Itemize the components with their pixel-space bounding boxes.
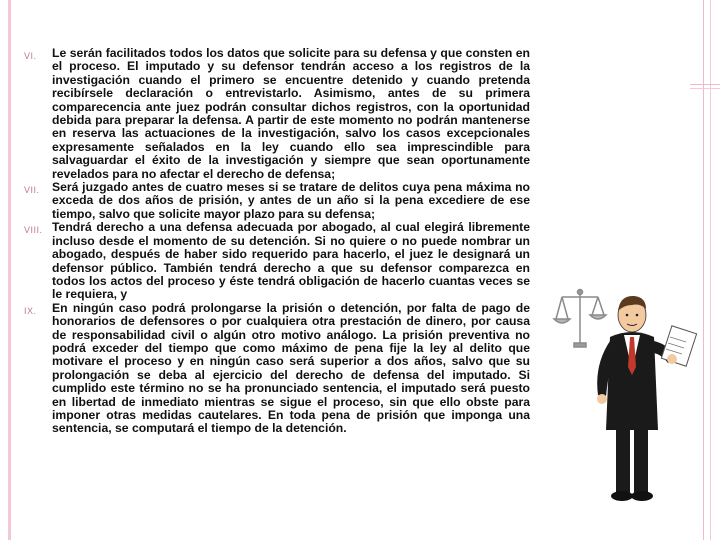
left-decorative-rule (8, 0, 11, 540)
item-text: En ningún caso podrá prolongarse la prisión o detención, por falta de pago de honorarios de defensores o por cualquiera otra prestación de dinero, por causa de responsabilidad civil o algún otro motivo análogo. La prisión preventiva no podrá exceder del tiempo que como máximo de pena fije la ley al delito que motivare el proceso y en ningún caso será superior a dos años, salvo que su prolongación se deba al ejercicio del derecho de defensa del imputado. Si cumplido este término no se ha pronunciado sentencia, el imputado será puesto en libertad de inmediato mientras se sigue el proceso, sin que ello obste para imponer otras medidas cautelares. En toda pena de prisión que imponga una sentencia, se computará el tiempo de la detención. (52, 300, 530, 436)
right-top-rule-2 (690, 88, 720, 89)
legal-text-list (24, 47, 530, 436)
item-text: Tendrá derecho a una defensa adecuada por abogado, al cual elegirá libremente incluso desde el momento de su detención. Si no quiere o no puede nombrar un abogado, después de haber sido requerido para hacerlo, el juez le designará un defensor público. También tendrá derecho a que su defensor comparezca en todos los actos del proceso y éste tendrá obligación de hacerlo cuantas veces se le requiera, y (52, 220, 530, 302)
item-number: VII. (24, 185, 40, 196)
lawyer-illustration (548, 275, 698, 505)
document-icon (661, 326, 696, 366)
item-number: VIII. (24, 225, 43, 236)
list-item (24, 221, 530, 301)
item-number: IX. (24, 305, 37, 316)
list-item (24, 302, 530, 436)
right-top-rule (690, 84, 720, 85)
item-text: Será juzgado antes de cuatro meses si se tratare de delitos cuya pena máxima no exceda de dos años de prisión, y antes de un año si la pena excediere de ese tiempo, salvo que solicite mayor plazo para su defensa; (52, 180, 530, 221)
item-text: Le serán facilitados todos los datos que solicite para su defensa y que consten en el proceso. El imputado y su defensor tendrán acceso a los registros de la investigación cuando el primero se encuentre detenido y cuando pretenda recibírsele declaración o entrevistarlo. Asimismo, antes de su primera comparecencia ante juez podrán consultar dichos registros, con la oportunidad debida para preparar la defensa. A partir de este momento no podrán mantenerse en reserva las actuaciones de la investigación, salvo los casos excepcionales expresamente señalados en la ley cuando ello sea imprescindible para salvaguardar el éxito de la investigación y siempre que sean oportunamente revelados para no afectar el derecho de defensa; (52, 46, 530, 181)
lawyer-figure-icon (548, 275, 698, 505)
item-number: VI. (24, 51, 37, 61)
list-item (24, 181, 530, 221)
scales-of-justice-icon (554, 290, 606, 348)
list-item (24, 47, 530, 181)
right-decorative-border (703, 0, 720, 540)
